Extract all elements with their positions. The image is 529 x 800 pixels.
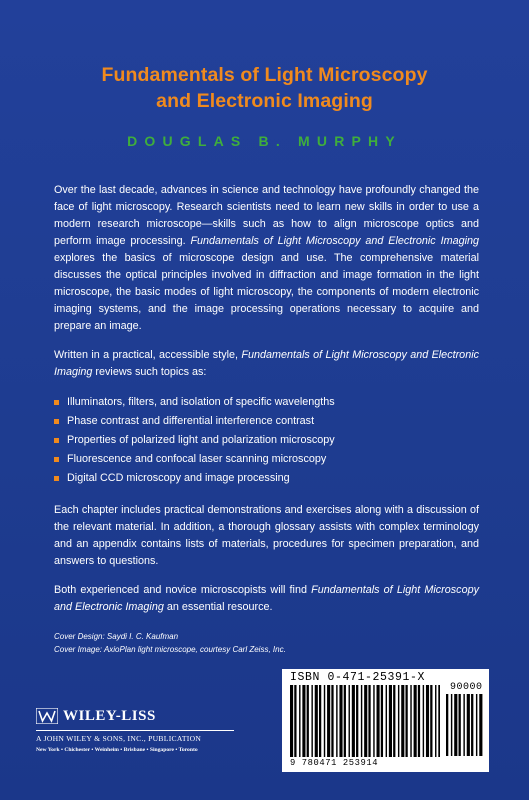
isbn-number: ISBN 0-471-25391-X	[290, 671, 426, 684]
publisher-block	[36, 706, 236, 753]
bullet-square-icon	[54, 419, 59, 424]
closing-text-1: Both experienced and novice microscopists will find	[54, 584, 312, 596]
topic-text: Illuminators, filters, and isolation of specific wavelengths	[67, 396, 335, 408]
publisher-logo	[36, 706, 236, 726]
closing-text-2: an essential resource.	[163, 601, 273, 613]
title-line-2: and Electronic Imaging	[156, 90, 373, 112]
paragraph-chapters: Each chapter includes practical demonstrations and exercises along with a discussion of the relevant material. In addition, a thorough glossary assists with complex terminology and an appendix contains lists of materials, procedures for specimen preparation, and answers to questions.	[54, 504, 479, 567]
paragraph-closing	[54, 582, 479, 616]
bullet-square-icon	[54, 400, 59, 405]
closing-book-title: Fundamentals of Light Microscopy and Electronic Imaging	[54, 584, 479, 613]
intro-book-title: Fundamentals of Light Microscopy and Electronic Imaging	[54, 349, 479, 378]
list-item	[54, 450, 479, 469]
publisher-name: WILEY-LISS	[63, 707, 156, 724]
isbn-barcode	[282, 669, 489, 772]
overview-text-2: explores the basics of microscope design and use. The comprehensive material discusses the optical principles involved in diffraction and image formation in the light microscope, the basic modes of light microscopy, the components of modern electronic imaging systems, and the image processing operations necessary to acquire and prepare an image.	[54, 252, 479, 332]
bullet-square-icon	[54, 438, 59, 443]
overview-book-title: Fundamentals of Light Microscopy and Electronic Imaging	[190, 235, 479, 247]
publisher-tagline: A JOHN WILEY & SONS, INC., PUBLICATION	[36, 734, 202, 743]
blurb	[54, 182, 479, 628]
ean-barcode-bars	[290, 685, 440, 757]
list-item	[54, 412, 479, 431]
cover-credits	[54, 630, 374, 656]
cover-design-credit: Cover Design: Saydi I. C. Kaufman	[54, 632, 179, 641]
topic-text: Digital CCD microscopy and image processing	[67, 472, 290, 484]
price-code: 90000	[450, 682, 483, 693]
bullet-square-icon	[54, 476, 59, 481]
addon-barcode-bars	[446, 694, 484, 756]
topics-list	[54, 393, 479, 488]
book-title	[20, 62, 509, 114]
list-item	[54, 469, 479, 488]
bullet-square-icon	[54, 457, 59, 462]
paragraph-overview	[54, 182, 479, 335]
publisher-cities: New York • Chichester • Weinheim • Brisbane • Singapore • Toronto	[36, 747, 198, 753]
list-item	[54, 431, 479, 450]
overview-text-1: Over the last decade, advances in science and technology have profoundly changed the face of light microscopy. Research scientists need to learn new skills in order to use a modern research microscope—skills such as how to align microscope optics and perform image processing.	[54, 184, 479, 247]
topic-text: Phase contrast and differential interference contrast	[67, 415, 315, 427]
wiley-w-icon	[36, 708, 58, 724]
cover-image-credit: Cover Image: AxioPlan light microscope, courtesy Carl Zeiss, Inc.	[54, 645, 286, 654]
list-item	[54, 393, 479, 412]
ean-digits: 9 780471 253914	[290, 758, 379, 768]
publisher-divider	[36, 730, 234, 731]
title-line-1: Fundamentals of Light Microscopy	[101, 64, 428, 86]
author-name: DOUGLAS B. MURPHY	[127, 133, 402, 149]
intro-text-1: Written in a practical, accessible style,	[54, 349, 242, 361]
topic-text: Fluorescence and confocal laser scanning microscopy	[67, 453, 327, 465]
intro-text-2: reviews such topics as:	[92, 366, 207, 378]
topic-text: Properties of polarized light and polarization microscopy	[67, 434, 335, 446]
paragraph-topics-intro	[54, 347, 479, 381]
